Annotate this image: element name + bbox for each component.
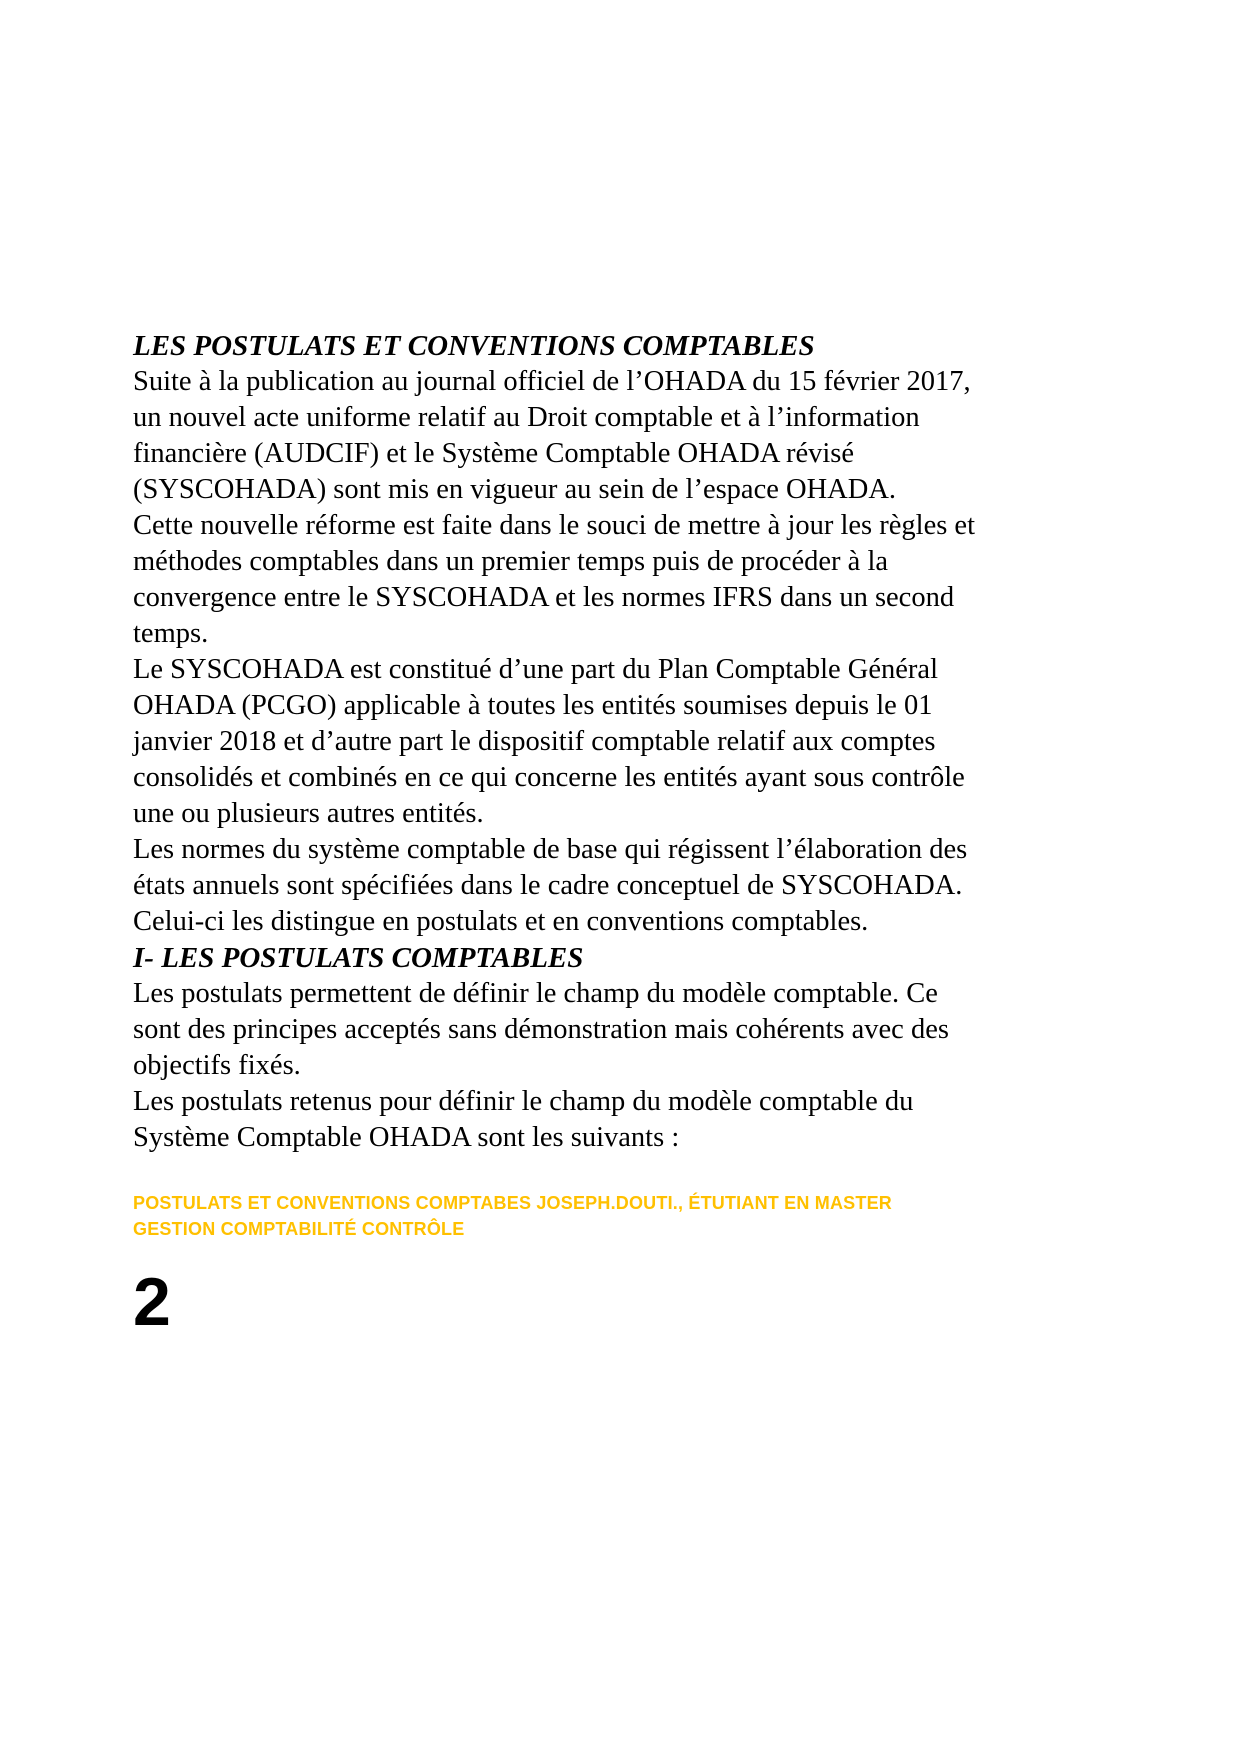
paragraph-intro-3: Le SYSCOHADA est constitué d’une part du Plan Comptable Général OHADA (PCGO) applicable à toutes les entités soumises depuis le 01 janvier 2018 et d’autre part le dispositif comptable relatif aux comptes consolidés et combinés en ce qui concerne les entités ayant sous contrôle une ou plusieurs autres entités. <box>133 654 965 829</box>
paragraph-section-2: Les postulats retenus pour définir le champ du modèle comptable du Système Comptable OHADA sont les suivants : <box>133 1086 914 1153</box>
section-heading-postulats: I- LES POSTULATS COMPTABLES <box>133 942 584 974</box>
paragraph-intro-4: Les normes du système comptable de base qui régissent l’élaboration des états annuels sont spécifiées dans le cadre conceptuel de SYSCOHADA. Celui-ci les distingue en postulats et en conventions comptables. <box>133 834 968 937</box>
document-title: LES POSTULATS ET CONVENTIONS COMPTABLES <box>133 330 815 362</box>
text-block <box>133 328 985 1338</box>
footer-author-note: POSTULATS ET CONVENTIONS COMPTABES JOSEPH.DOUTI., ÉTUTIANT EN MASTER GESTION COMPTABILITÉ CONTRÔLE <box>133 1193 892 1239</box>
paragraph-intro-2: Cette nouvelle réforme est faite dans le souci de mettre à jour les règles et méthodes comptables dans un premier temps puis de procéder à la convergence entre le SYSCOHADA et les normes IFRS dans un second temps. <box>133 510 976 649</box>
paragraph-intro-1: Suite à la publication au journal officiel de l’OHADA du 15 février 2017, un nouvel acte uniforme relatif au Droit comptable et à l’information financière (AUDCIF) et le Système Comptable OHADA révisé (SYSCOHADA) sont mis en vigueur au sein de l’espace OHADA. <box>133 366 971 505</box>
page-number: 2 <box>133 1264 171 1340</box>
paragraph-section-1: Les postulats permettent de définir le champ du modèle comptable. Ce sont des principes acceptés sans démonstration mais cohérents avec des objectifs fixés. <box>133 978 949 1081</box>
